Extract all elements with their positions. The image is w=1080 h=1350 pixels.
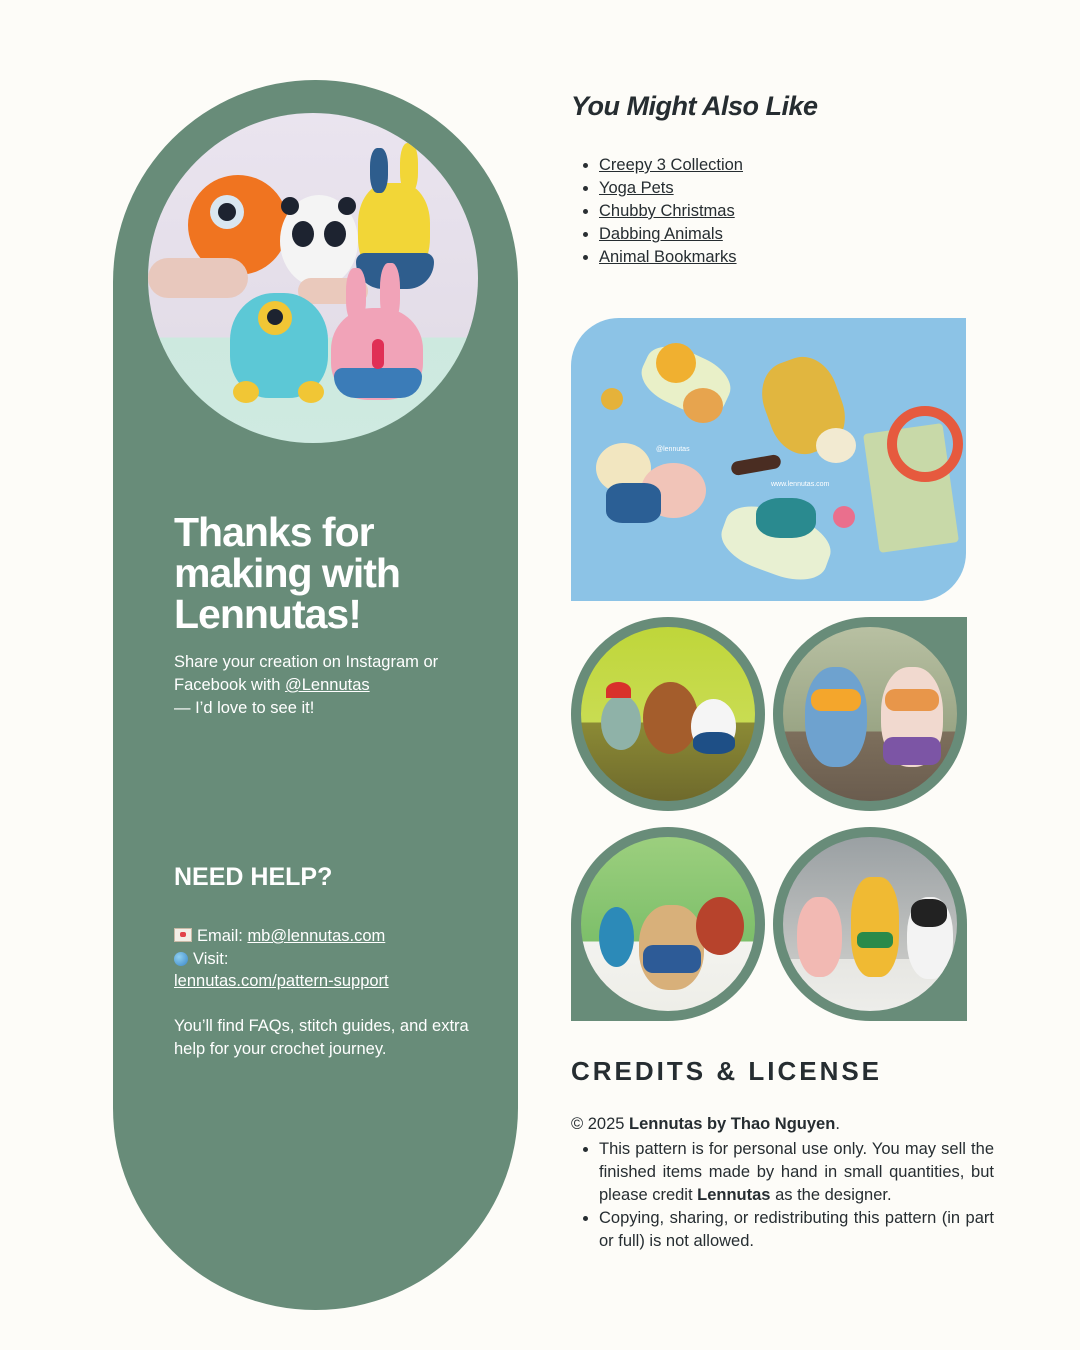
license-term-1-suffix: as the designer. bbox=[770, 1186, 892, 1204]
copyright-prefix: © 2025 bbox=[571, 1115, 630, 1133]
lennutas-handle-link[interactable]: @Lennutas bbox=[284, 676, 370, 694]
you-might-also-like-heading: You Might Also Like bbox=[571, 91, 818, 121]
thanks-title: Thanks for making with Lennutas! bbox=[174, 509, 400, 637]
yoga-pets-photo bbox=[571, 318, 966, 601]
hero-photo-creepy-toys bbox=[148, 113, 478, 443]
list-item bbox=[599, 177, 743, 200]
link-creepy-3-collection[interactable]: Creepy 3 Collection bbox=[599, 156, 743, 174]
lennutas-credit-link[interactable]: Lennutas bbox=[697, 1186, 771, 1204]
photo-tile-dabbing bbox=[571, 827, 765, 1021]
need-help-heading: NEED HELP? bbox=[174, 863, 333, 891]
pattern-support-link[interactable]: lennutas.com/pattern-support bbox=[174, 972, 389, 990]
copyright-owner: Lennutas by Thao Nguyen bbox=[629, 1115, 836, 1133]
visit-url-row bbox=[174, 970, 494, 993]
share-prefix: Share your creation on Instagram or Facebook with bbox=[174, 653, 439, 694]
copyright-line bbox=[571, 1115, 840, 1134]
email-row bbox=[174, 925, 494, 948]
love-letter-icon bbox=[174, 928, 192, 942]
link-dabbing-animals[interactable]: Dabbing Animals bbox=[599, 225, 723, 243]
help-contact bbox=[174, 925, 494, 993]
photo-tile-christmas bbox=[571, 617, 765, 811]
copyright-suffix: . bbox=[835, 1115, 840, 1133]
license-term-1-text: This pattern is for personal use only. You may sell the finished items made by hand in small quantities, but please credit bbox=[599, 1140, 994, 1204]
visit-label: Visit: bbox=[193, 949, 229, 968]
share-suffix: — I’d love to see it! bbox=[174, 699, 315, 717]
email-link[interactable]: mb@lennutas.com bbox=[247, 927, 386, 945]
watermark-handle: @lennutas bbox=[656, 446, 690, 453]
list-item bbox=[599, 154, 743, 177]
share-message bbox=[174, 651, 494, 720]
list-item bbox=[599, 246, 743, 269]
photo-tile-goggles bbox=[773, 617, 967, 811]
credits-license-heading: CREDITS & LICENSE bbox=[571, 1056, 883, 1086]
list-item bbox=[599, 1207, 994, 1253]
email-label: Email: bbox=[197, 927, 248, 945]
link-yoga-pets[interactable]: Yoga Pets bbox=[599, 179, 674, 197]
visit-row bbox=[174, 948, 494, 971]
watermark-url: www.lennutas.com bbox=[771, 481, 830, 488]
globe-icon bbox=[174, 952, 188, 966]
list-item bbox=[599, 223, 743, 246]
link-chubby-christmas[interactable]: Chubby Christmas bbox=[599, 202, 735, 220]
list-item bbox=[599, 1138, 994, 1207]
help-footer-text: You’ll find FAQs, stitch guides, and extra help for your crochet journey. bbox=[174, 1017, 469, 1058]
license-terms-list bbox=[571, 1138, 994, 1253]
license-term-2-text: Copying, sharing, or redistributing this pattern (in part or full) is not allowed. bbox=[599, 1209, 994, 1250]
list-item bbox=[599, 200, 743, 223]
related-patterns-list bbox=[571, 154, 743, 269]
photo-tile-animals bbox=[773, 827, 967, 1021]
link-animal-bookmarks[interactable]: Animal Bookmarks bbox=[599, 248, 737, 266]
